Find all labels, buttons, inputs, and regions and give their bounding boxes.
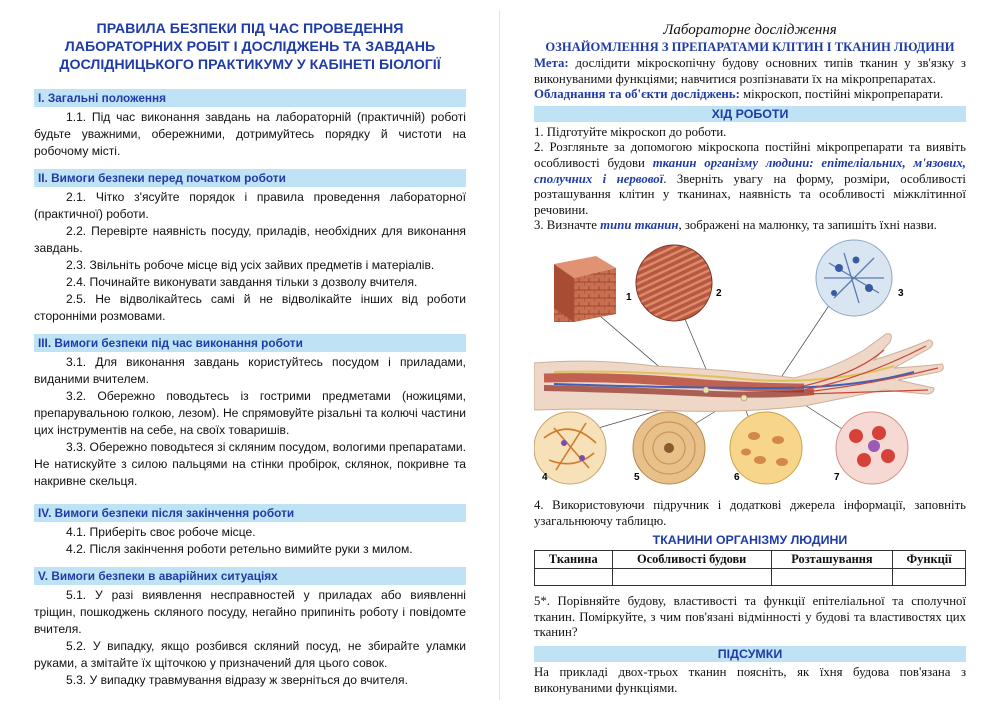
right-page: [500, 0, 1000, 708]
figure-number-2: 2: [716, 287, 722, 299]
summary-heading: ПІДСУМКИ: [534, 646, 966, 662]
rule-4-1: 4.1. Приберіть своє робоче місце.: [66, 525, 256, 539]
progress-heading: ХІД РОБОТИ: [534, 106, 966, 122]
figure-number-7: 7: [834, 471, 840, 483]
tissue-illustration: [534, 238, 966, 494]
tissue-figure: [534, 238, 966, 494]
rule-2-2: 2.2. Перевірте наявність посуду, приладів, необхідних для виконання завдань.: [34, 224, 466, 255]
step-4: 4. Використовуючи підручник і додаткові джерела інформації, заповніть узагальнюючу таблицю.: [534, 497, 966, 528]
table-cell[interactable]: [535, 569, 613, 586]
step-3: 3. Визначте типи тканин, зображені на малюнку, та запишіть їхні назви.: [534, 218, 937, 233]
step-1: 1. Підготуйте мікроскоп до роботи.: [534, 124, 727, 139]
rule-5-1: 5.1. У разі виявлення несправностей у приладах або виявленні тріщин, пошкоджень скляного посуду, негайно припиніть роботу і повідомте вчителя.: [34, 588, 466, 636]
section-heading-during-work: ІІІ. Вимоги безпеки під час виконання роботи: [34, 334, 466, 352]
lab-title: ОЗНАЙОМЛЕННЯ З ПРЕПАРАТАМИ КЛІТИН І ТКАНИН ЛЮДИНИ: [545, 40, 955, 54]
figure-number-1: 1: [626, 291, 632, 303]
table-header-tissue: Тканина: [535, 551, 613, 569]
tissues-table-title: ТКАНИНИ ОРГАНІЗМУ ЛЮДИНИ: [652, 533, 848, 548]
table-cell[interactable]: [771, 569, 893, 586]
rule-2-1: 2.1. Чітко з'ясуйте порядок і правила проведення лабораторної (практичної) роботи.: [34, 190, 466, 221]
table-header-location: Розташування: [771, 551, 893, 569]
tissue-image-1: [554, 256, 616, 322]
section-heading-before-work: ІІ. Вимоги безпеки перед початком роботи: [34, 169, 466, 187]
section-heading-after-work: ІV. Вимоги безпеки після закінчення роботи: [34, 504, 466, 522]
figure-number-6: 6: [734, 471, 740, 483]
summary-text: На прикладі двох-трьох тканин поясніть, як їхня будова пов'язана з виконуваними функціями.: [534, 664, 966, 695]
rule-3-2: 3.2. Обережно поводьтесь із гострими предметами (ножицями, препарувальною голкою, лезом). Не спрямовуйте різальні та колючі частини цих інструментів на себе, на своїх товаришів.: [34, 389, 466, 437]
table-cell[interactable]: [612, 569, 771, 586]
equipment-paragraph: Обладнання та об'єкти досліджень: мікроскоп, постійні мікропрепарати.: [534, 87, 944, 102]
safety-rules-title: ПРАВИЛА БЕЗПЕКИ ПІД ЧАС ПРОВЕДЕННЯ ЛАБОРАТОРНИХ РОБІТ І ДОСЛІДЖЕНЬ ТА ЗАВДАНЬ ДОСЛІДНИЦЬКОГО ПРАКТИКУМУ У КАБІНЕТІ БІОЛОГІЇ: [59, 21, 441, 73]
rule-2-4: 2.4. Починайте виконувати завдання тільки з дозволу вчителя.: [66, 275, 418, 289]
lab-label: Лабораторне дослідження: [663, 22, 837, 38]
aim-paragraph: Мета: дослідити мікроскопічну будову основних типів тканин у зв'язку з виконуваними функціями; навчитися розпізнавати їх на мікропрепаратах.: [534, 56, 966, 86]
rule-2-5: 2.5. Не відволікайтесь самі й не відволікайте інших від роботи сторонніми розмовами.: [34, 292, 466, 323]
rule-3-1: 3.1. Для виконання завдань користуйтесь посудом і приладами, виданими вчителем.: [34, 355, 466, 386]
tissues-table: [534, 550, 966, 586]
rule-5-3: 5.3. У випадку травмування відразу ж зверніться до вчителя.: [66, 673, 408, 687]
tissue-image-7: [836, 412, 908, 484]
tissue-image-6: [730, 412, 802, 484]
rule-3-3: 3.3. Обережно поводьтеся зі скляним посудом, вологими препаратами. Не натискуйте з силою пальцями на стінки пробірок, склянок, покривне та накривне скельця.: [34, 440, 466, 488]
table-header-functions: Функції: [893, 551, 966, 569]
figure-number-3: 3: [898, 287, 904, 299]
step-2: 2. Розгляньте за допомогою мікроскопа постійні мікропрепарати та виявіть особливості будови тканин організму людини: епітеліальних, м'язових, сполучних і нервової. Зверніть увагу на форму, розміри, особливості розташування клітин у тканинах, наявність та особливості міжклітинної речовини.: [534, 140, 966, 217]
section-heading-emergency: V. Вимоги безпеки в аварійних ситуаціях: [34, 567, 466, 585]
section-heading-general: І. Загальні положення: [34, 89, 466, 107]
rule-1-1: 1.1. Під час виконання завдань на лабораторній (практичній) роботі будьте уважними, обережними, дотримуйтесь порядку й чистоти на робочому місті.: [34, 110, 466, 158]
table-row: [535, 569, 966, 586]
rule-2-3: 2.3. Звільніть робоче місце від усіх зайвих предметів і матеріалів.: [66, 258, 435, 272]
table-cell[interactable]: [893, 569, 966, 586]
step-5: 5*. Порівняйте будову, властивості та функції епітеліальної та сполучної тканин. Поміркуйте, з чим пов'язані відмінності у будові та властивостях цих тканин?: [534, 594, 966, 640]
figure-number-4: 4: [542, 471, 548, 483]
rule-5-2: 5.2. У випадку, якщо розбився скляний посуд, не збирайте уламки руками, а змітайте їх щіточкою у призначений для цього совок.: [34, 639, 466, 670]
table-header-structure: Особливості будови: [612, 551, 771, 569]
tissue-image-2: [636, 245, 712, 321]
tissue-image-5: [633, 412, 705, 484]
rule-4-2: 4.2. Після закінчення роботи ретельно вимийте руки з милом.: [66, 542, 413, 556]
figure-number-5: 5: [634, 471, 640, 483]
tissue-image-3: [816, 240, 892, 316]
